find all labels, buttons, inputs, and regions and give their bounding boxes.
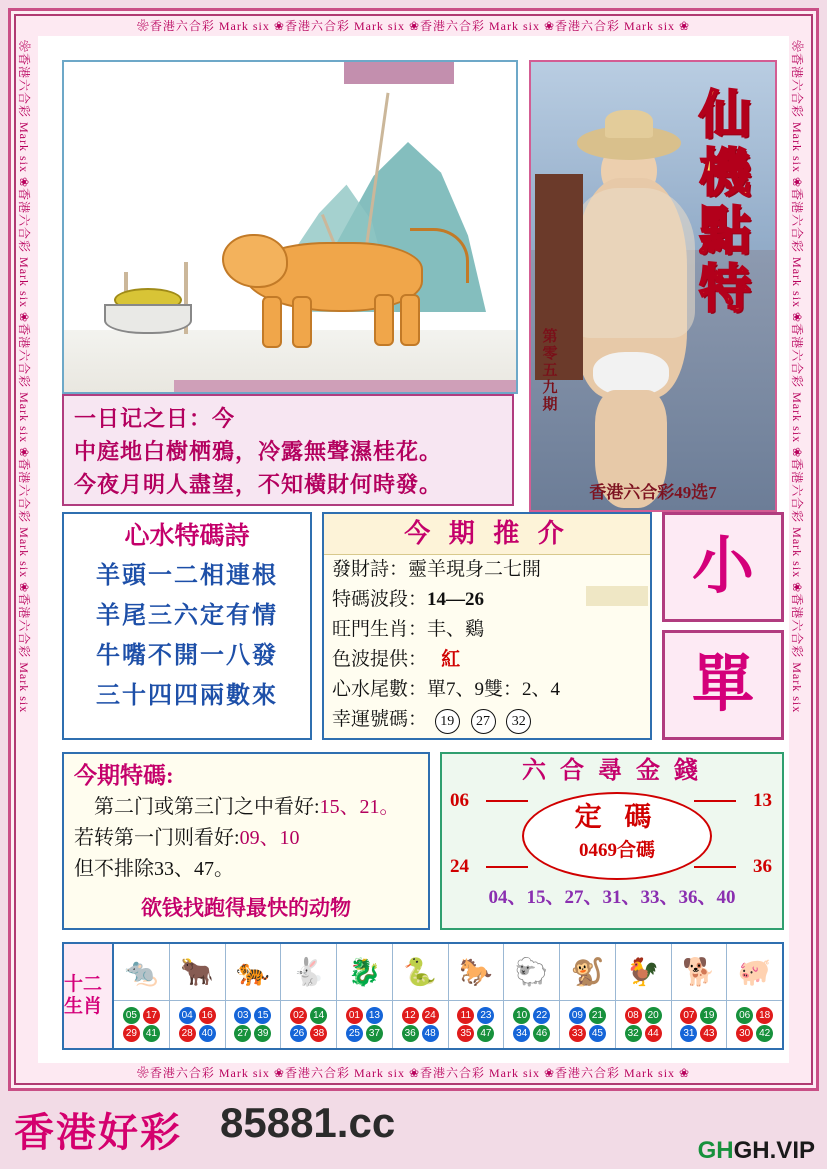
number-ball: 13 <box>366 1007 383 1024</box>
number-ball: 37 <box>366 1025 383 1042</box>
lucky-number-ball: 32 <box>506 709 531 734</box>
zodiac-number-row <box>123 1007 160 1024</box>
number-ball: 01 <box>346 1007 363 1024</box>
zodiac-cell <box>672 944 728 1048</box>
zodiac-number-row <box>234 1025 271 1042</box>
zodiac-numbers <box>616 1001 671 1048</box>
number-ball: 43 <box>700 1025 717 1042</box>
recommend-value-2: 14—26 <box>427 589 485 610</box>
tiger-leg <box>374 294 394 346</box>
zodiac-number-row <box>736 1025 773 1042</box>
zodiac-animal-icon: 🐒 <box>560 944 615 1001</box>
gold-title: 六 合 尋 金 錢 <box>522 758 702 784</box>
zodiac-animal-icon: 🐖 <box>727 944 782 1001</box>
single-cell <box>662 630 784 740</box>
zodiac-number-row <box>625 1025 662 1042</box>
recommend-value-1: 靈羊現身二七開 <box>408 559 542 580</box>
number-ball: 29 <box>123 1025 140 1042</box>
cover-strip-top <box>344 62 454 84</box>
recommend-row <box>324 645 650 675</box>
ribbon-bottom: ❀香港六合彩 Mark six ❀香港六合彩 Mark six ❀香港六合彩 Mark six ❀香港六合彩 Mark six ❀ <box>16 1063 811 1083</box>
ribbon-left-text: ❀香港六合彩 Mark six ❀香港六合彩 Mark six ❀香港六合彩 Mark six ❀香港六合彩 Mark six ❀香港六合彩 Mark six <box>17 40 31 714</box>
tiger-leg <box>400 294 420 346</box>
gold-corner-br: 36 <box>753 856 772 877</box>
zodiac-number-row <box>179 1007 216 1024</box>
zodiac-numbers <box>504 1001 559 1048</box>
tiger-head <box>222 234 288 288</box>
tema-line-1 <box>74 792 418 823</box>
gold-corner-bl: 24 <box>450 856 469 877</box>
zodiac-animal-icon: 🐅 <box>226 944 281 1001</box>
poster-title-char-3: 點 <box>698 204 751 261</box>
zodiac-cell <box>449 944 505 1048</box>
recommend-row <box>324 615 650 645</box>
number-ball: 41 <box>143 1025 160 1042</box>
xinshui-title: 心水特碼詩 <box>124 523 250 550</box>
number-ball: 31 <box>680 1025 697 1042</box>
zodiac-cell <box>393 944 449 1048</box>
recommend-label-6: 幸運號碼： <box>332 709 428 730</box>
zodiac-cell <box>226 944 282 1048</box>
number-ball: 08 <box>625 1007 642 1024</box>
zodiac-number-row <box>513 1007 550 1024</box>
zodiac-cell <box>616 944 672 1048</box>
zodiac-number-row <box>346 1007 383 1024</box>
number-ball: 16 <box>199 1007 216 1024</box>
zodiac-strip <box>62 942 784 1050</box>
number-ball: 12 <box>402 1007 419 1024</box>
number-ball: 04 <box>179 1007 196 1024</box>
number-ball: 26 <box>290 1025 307 1042</box>
number-ball: 48 <box>422 1025 439 1042</box>
xinshui-box <box>62 512 312 740</box>
number-ball: 18 <box>756 1007 773 1024</box>
zodiac-number-row <box>402 1007 439 1024</box>
zodiac-numbers <box>337 1001 392 1048</box>
number-ball: 46 <box>533 1025 550 1042</box>
number-ball: 06 <box>736 1007 753 1024</box>
zodiac-number-row <box>680 1025 717 1042</box>
zodiac-number-row <box>457 1007 494 1024</box>
recommend-box <box>322 512 652 740</box>
poem-box <box>62 394 514 506</box>
poster-footer-text: 香港六合彩49选7 <box>589 483 717 502</box>
recommend-row <box>324 675 650 705</box>
number-ball: 35 <box>457 1025 474 1042</box>
zodiac-number-row <box>569 1007 606 1024</box>
recommend-value-5: 單7、9雙：2、4 <box>427 679 561 700</box>
gold-line <box>694 866 736 868</box>
zodiac-label <box>64 944 114 1048</box>
xinshui-line-1: 羊頭一二相連根 <box>96 563 278 589</box>
lucky-number-ball: 27 <box>471 709 496 734</box>
number-ball: 47 <box>477 1025 494 1042</box>
number-ball: 15 <box>254 1007 271 1024</box>
tiger-leg <box>292 296 312 348</box>
tema-nums-2: 09、10 <box>239 827 300 849</box>
zodiac-numbers <box>393 1001 448 1048</box>
zodiac-number-row <box>290 1025 327 1042</box>
recommend-value-4: 紅 <box>441 649 461 670</box>
highlight-bar <box>586 586 648 606</box>
poster-title-char-2: 機 <box>698 146 751 203</box>
ribbon-right-text: ❀香港六合彩 Mark six ❀香港六合彩 Mark six ❀香港六合彩 Mark six ❀香港六合彩 Mark six ❀香港六合彩 Mark six <box>790 40 804 714</box>
tema-box <box>62 752 430 930</box>
gold-corner-tl: 06 <box>450 790 469 811</box>
ribbon-left <box>16 36 38 1063</box>
number-ball: 33 <box>569 1025 586 1042</box>
zodiac-numbers <box>727 1001 782 1048</box>
gold-ellipse <box>522 792 712 880</box>
poster-panel <box>529 60 777 512</box>
zodiac-number-row <box>569 1025 606 1042</box>
gold-center-sub: 0469合碼 <box>578 840 655 861</box>
recommend-label-3: 旺門生肖： <box>332 619 428 640</box>
zodiac-animal-icon: 🐇 <box>281 944 336 1001</box>
footer-url: 85881.cc <box>220 1099 396 1146</box>
number-ball: 24 <box>422 1007 439 1024</box>
zodiac-cell <box>281 944 337 1048</box>
poem-line-3: 今夜月明人盡望，不知橫財何時發。 <box>74 472 443 497</box>
zodiac-animal-icon: 🐍 <box>393 944 448 1001</box>
single-char: 單 <box>691 651 754 719</box>
small-cell <box>662 512 784 622</box>
zodiac-numbers <box>560 1001 615 1048</box>
poster-title-char-1: 仙 <box>698 88 751 145</box>
number-ball: 42 <box>756 1025 773 1042</box>
gold-corner-tr: 13 <box>753 790 772 811</box>
zodiac-numbers <box>281 1001 336 1048</box>
zodiac-number-row <box>402 1025 439 1042</box>
zodiac-numbers <box>226 1001 281 1048</box>
food-bowl <box>104 290 188 334</box>
number-ball: 28 <box>179 1025 196 1042</box>
middle-section <box>40 512 787 744</box>
bowl-base <box>104 304 192 334</box>
zodiac-numbers <box>449 1001 504 1048</box>
number-ball: 44 <box>645 1025 662 1042</box>
watermark-green: GH <box>697 1137 734 1164</box>
recommend-title: 今 期 推 介 <box>324 514 650 555</box>
content-area <box>40 42 787 1057</box>
recommend-label-5: 心水尾數： <box>332 679 428 700</box>
zodiac-numbers <box>170 1001 225 1048</box>
watermark-rest: GH.VIP <box>733 1137 815 1164</box>
number-ball: 20 <box>645 1007 662 1024</box>
number-ball: 07 <box>680 1007 697 1024</box>
small-single-box <box>662 512 784 740</box>
small-char: 小 <box>691 533 754 601</box>
xinshui-line-4: 三十四四兩數來 <box>96 683 278 709</box>
zodiac-number-row <box>290 1007 327 1024</box>
gold-line <box>486 866 528 868</box>
zodiac-numbers <box>672 1001 727 1048</box>
number-ball: 19 <box>700 1007 717 1024</box>
tiger-tail <box>410 228 469 283</box>
poem-line-1: 一日记之日：今 <box>74 406 236 431</box>
footer-brand: 香港好彩 <box>14 1110 182 1155</box>
zodiac-animal-icon: 🐕 <box>672 944 727 1001</box>
number-ball: 39 <box>254 1025 271 1042</box>
tema-text-2: 若转第一门则看好: <box>74 827 240 849</box>
zodiac-animal-icon: 🐓 <box>616 944 671 1001</box>
number-ball: 30 <box>736 1025 753 1042</box>
hat-crown <box>605 110 653 138</box>
zodiac-number-row <box>680 1007 717 1024</box>
ribbon-right <box>789 36 811 1063</box>
number-ball: 25 <box>346 1025 363 1042</box>
zodiac-cells <box>114 944 782 1048</box>
number-ball: 36 <box>402 1025 419 1042</box>
gold-box <box>440 752 784 930</box>
recommend-label-2: 特碼波段： <box>332 589 428 610</box>
tiger-figure <box>214 212 464 342</box>
number-ball: 34 <box>513 1025 530 1042</box>
zodiac-animal-icon: 🐀 <box>114 944 169 1001</box>
zodiac-number-row <box>736 1007 773 1024</box>
tema-line-3 <box>74 854 418 885</box>
zodiac-cell <box>560 944 616 1048</box>
zodiac-cell <box>727 944 782 1048</box>
zodiac-animal-icon: 🐉 <box>337 944 392 1001</box>
gold-center-title: 定 碼 <box>574 802 660 832</box>
gold-footer-numbers: 04、15、27、31、33、36、40 <box>488 887 736 908</box>
number-ball: 03 <box>234 1007 251 1024</box>
recommend-row <box>324 705 650 735</box>
zodiac-animal-icon: 🐎 <box>449 944 504 1001</box>
zodiac-animal-icon: 🐑 <box>504 944 559 1001</box>
ribbon-top: ❀香港六合彩 Mark six ❀香港六合彩 Mark six ❀香港六合彩 Mark six ❀香港六合彩 Mark six ❀ <box>16 16 811 36</box>
xinshui-line-2: 羊尾三六定有情 <box>96 603 278 629</box>
issue-number: 第零五九期 <box>542 329 558 413</box>
zodiac-number-row <box>625 1007 662 1024</box>
number-ball: 10 <box>513 1007 530 1024</box>
number-ball: 40 <box>199 1025 216 1042</box>
recommend-value-3: 丰、鷄 <box>427 619 485 640</box>
lower-section <box>40 752 787 934</box>
zodiac-number-row <box>346 1025 383 1042</box>
lucky-number-ball: 19 <box>435 709 460 734</box>
xinshui-line-3: 牛嘴不開一八發 <box>96 643 278 669</box>
number-ball: 38 <box>310 1025 327 1042</box>
tema-title: 今期特碼: <box>74 763 174 788</box>
number-ball: 14 <box>310 1007 327 1024</box>
number-ball: 22 <box>533 1007 550 1024</box>
tema-nums-1: 15、21。 <box>319 796 400 818</box>
zodiac-number-row <box>123 1025 160 1042</box>
number-ball: 02 <box>290 1007 307 1024</box>
tiger-leg <box>262 296 282 348</box>
tema-bottom-line: 欲钱找跑得最快的动物 <box>141 896 351 920</box>
cover-strip-bottom <box>174 380 518 394</box>
zodiac-cell <box>337 944 393 1048</box>
gold-line <box>486 800 528 802</box>
number-ball: 09 <box>569 1007 586 1024</box>
number-ball: 32 <box>625 1025 642 1042</box>
number-ball: 21 <box>589 1007 606 1024</box>
zodiac-number-row <box>179 1025 216 1042</box>
zodiac-cell <box>170 944 226 1048</box>
number-ball: 17 <box>143 1007 160 1024</box>
poster-title <box>679 88 771 320</box>
tema-line-2 <box>74 823 418 854</box>
zodiac-cell <box>504 944 560 1048</box>
zodiac-label-text: 十二生肖 <box>64 974 103 1017</box>
footer-watermark <box>698 1137 815 1165</box>
number-ball: 23 <box>477 1007 494 1024</box>
number-ball: 11 <box>457 1007 474 1024</box>
number-ball: 27 <box>234 1025 251 1042</box>
zodiac-animal-icon: 🐂 <box>170 944 225 1001</box>
recommend-row <box>324 555 650 585</box>
gold-middle <box>442 788 782 884</box>
number-ball: 45 <box>589 1025 606 1042</box>
zodiac-numbers <box>114 1001 169 1048</box>
model-top-garment <box>567 188 695 338</box>
zodiac-number-row <box>513 1025 550 1042</box>
zodiac-cell <box>114 944 170 1048</box>
recommend-label-1: 發財詩： <box>332 559 409 580</box>
zodiac-number-row <box>234 1007 271 1024</box>
number-ball: 05 <box>123 1007 140 1024</box>
poster-title-char-4: 特 <box>698 262 751 319</box>
recommend-label-4: 色波提供： <box>332 649 428 670</box>
page-footer <box>0 1095 827 1169</box>
tema-text-3: 但不排除33、47。 <box>74 858 234 880</box>
tiger-illustration <box>62 60 518 394</box>
zodiac-number-row <box>457 1025 494 1042</box>
poem-line-2: 中庭地白樹栖鴉，冷露無聲濕桂花。 <box>74 439 443 464</box>
tema-text-1: 第二门或第三门之中看好: <box>94 796 320 818</box>
